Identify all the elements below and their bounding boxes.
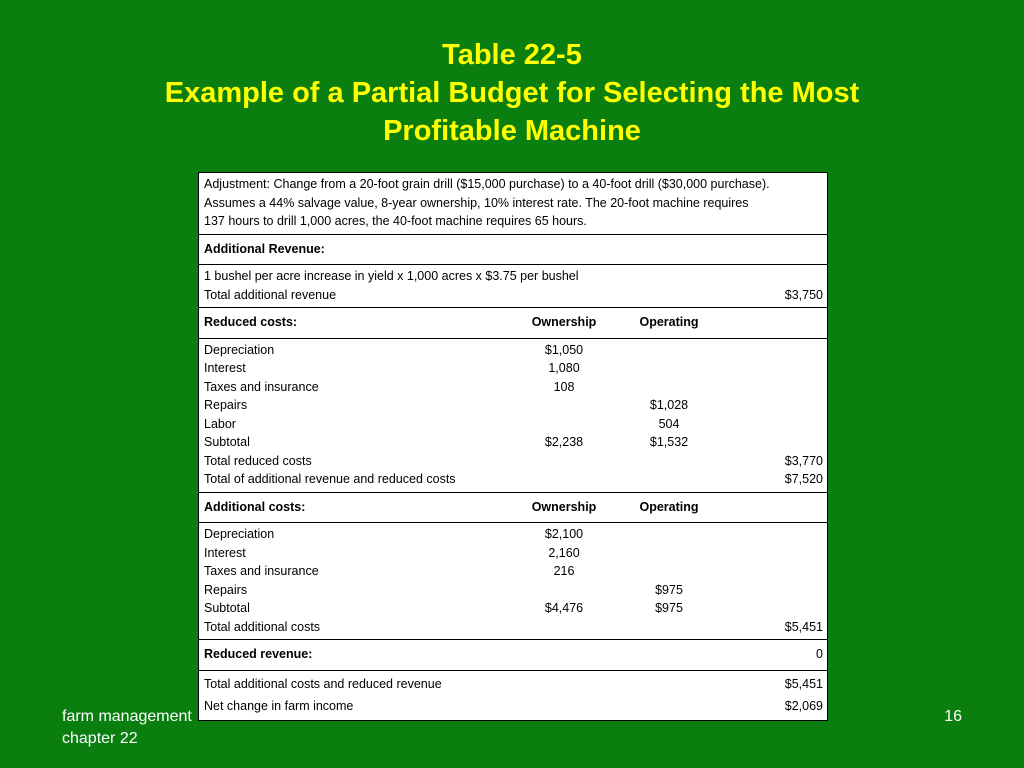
column-header-ownership: Ownership	[531, 499, 597, 514]
table-row: Interest 2,160	[204, 545, 580, 560]
table-row: Subtotal $4,476 $975	[204, 601, 683, 615]
table-row: Taxes and insurance 108	[204, 379, 575, 394]
adjustment-section	[199, 173, 827, 235]
additional-revenue-header	[199, 235, 827, 266]
partial-budget-table	[198, 172, 828, 721]
reduced-revenue-total: 0	[816, 647, 823, 661]
footer-line-2: chapter 22	[62, 730, 138, 747]
table-row: Repairs $975	[204, 582, 683, 597]
column-header-operating: Operating	[639, 499, 699, 514]
section-heading: Reduced costs:	[204, 315, 298, 329]
summary-section	[199, 671, 827, 720]
slide-title	[0, 36, 1024, 150]
title-line-1: Table 22-5	[442, 39, 582, 71]
additional-costs-header	[199, 493, 827, 524]
reduced-revenue-header	[199, 640, 827, 671]
footer-course	[62, 706, 192, 750]
adjustment-line: Adjustment: Change from a 20-foot grain drill ($15,000 purchase) to a 40-foot drill ($30,000 purchase).	[204, 177, 770, 191]
table-row: Interest 1,080	[204, 361, 580, 375]
section-heading: Additional costs:	[204, 499, 306, 514]
table-row: Total additional costs and reduced revenue $5,451	[204, 676, 823, 691]
additional-costs-section	[199, 523, 827, 640]
table-row: Total additional costs $5,451	[204, 619, 823, 634]
table-row: Net change in farm income $2,069	[204, 699, 823, 713]
section-heading: Reduced revenue:	[204, 647, 313, 661]
adjustment-line: Assumes a 44% salvage value, 8-year ownership, 10% interest rate. The 20-foot machine requires	[204, 195, 749, 210]
table-row: Total additional revenue $3,750	[204, 287, 823, 302]
section-heading: Additional Revenue:	[204, 241, 325, 256]
additional-revenue-section	[199, 265, 827, 308]
table-row: Total of additional revenue and reduced costs $7,520	[204, 472, 823, 486]
column-header-ownership: Ownership	[531, 315, 597, 329]
table-row: Total reduced costs $3,770	[204, 453, 823, 468]
reduced-costs-section	[199, 339, 827, 493]
table-row: Subtotal $2,238 $1,532	[204, 435, 689, 449]
column-header-operating: Operating	[639, 315, 699, 329]
table-row: Labor 504	[204, 416, 680, 431]
slide-number: 16	[944, 708, 962, 725]
table-row: Taxes and insurance 216	[204, 564, 575, 578]
table-row: 1 bushel per acre increase in yield x 1,000 acres x $3.75 per bushel	[204, 269, 579, 283]
title-line-2: Example of a Partial Budget for Selecting the Most	[164, 77, 860, 109]
footer-line-1: farm management	[62, 708, 192, 725]
table-row: Depreciation $2,100	[204, 527, 584, 541]
reduced-costs-header	[199, 308, 827, 339]
title-line-3: Profitable Machine	[383, 115, 641, 147]
table-row: Repairs $1,028	[204, 398, 689, 412]
adjustment-line: 137 hours to drill 1,000 acres, the 40-foot machine requires 65 hours.	[204, 214, 587, 228]
table-row: Depreciation $1,050	[204, 342, 584, 357]
